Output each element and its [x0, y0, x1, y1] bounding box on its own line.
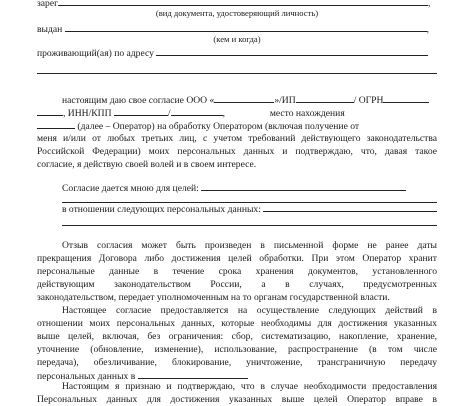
address-field[interactable]	[156, 46, 428, 56]
inn-field[interactable]	[114, 106, 168, 116]
p2-line-6-field[interactable]	[138, 369, 248, 379]
data-continuation-line[interactable]	[62, 225, 437, 226]
purposes-row	[62, 181, 437, 195]
location-field[interactable]	[37, 119, 75, 129]
p2-line-2: отношении моих персональных данных, которые необходимы для достижения указанных	[37, 318, 437, 329]
ogrn-field[interactable]	[383, 93, 429, 103]
data-row	[62, 202, 437, 216]
p1-line-1: Отзыв согласия может быть произведен в письменной форме не ранее даты	[62, 240, 437, 251]
ip-name-field[interactable]	[296, 93, 354, 103]
consent-line-1	[62, 93, 437, 107]
purposes-label: Согласие дается мною для целей:	[62, 183, 199, 194]
row1-prefix: зарег	[37, 0, 59, 9]
identity-document-row: зарег ,	[37, 0, 437, 10]
identity-document-caption: (вид документа, удостоверяющий личность)	[155, 8, 319, 18]
p2-line-1: Настоящее согласие предоставляется на осуществление следующих действий в	[62, 305, 437, 316]
p1-line-2: прекращения Договора либо достижения целей обработки. При этом Оператор хранит	[37, 253, 437, 264]
address-continuation-line[interactable]	[37, 73, 437, 74]
p1-line-3: персональные данные в течение срока хранения документов, установленного	[37, 266, 437, 277]
consent-line-6: согласие, я действую своей волей и в своем интересе.	[37, 159, 257, 170]
p3-line-1: Настоящим я признаю и подтверждаю, что в случае необходимости предоставления	[62, 381, 437, 392]
p2-line-3: выше целей, включая, без ограничения: сбор, систематизацию, накопление, хранение,	[37, 331, 437, 342]
p3-line-2: Персональных данных для достижения указанных выше целей Оператор вправе в	[37, 394, 437, 405]
consent-text: настоящим даю свое согласие ООО «	[62, 95, 215, 106]
issued-by-caption: (кем и когда)	[213, 34, 261, 44]
purposes-field[interactable]	[201, 181, 406, 191]
consent-text: /	[167, 108, 171, 119]
consent-line-4: меня и/или от любых третьих лиц, с учетом требований действующего законодательства	[37, 133, 437, 144]
data-field[interactable]	[263, 202, 437, 212]
company-name-field[interactable]	[214, 93, 274, 103]
consent-line-3	[37, 119, 437, 133]
p1-line-5: законодательством, передает уполномоченным на то органам государственной власти.	[37, 292, 390, 303]
issued-by-label: выдан	[37, 24, 63, 35]
consent-text: (далее – Оператор) на обработку Оператором (включая получение от	[77, 121, 360, 132]
consent-line-5: Российской Федерации) моих персональных данных и подтверждаю, что, давая такое	[37, 146, 437, 157]
consent-line-2: , ИНН/КПП / , место нахождения	[37, 106, 437, 120]
p2-line-5: передача), обезличивание, блокирование, уничтожение, трансграничную передачу	[37, 357, 437, 368]
consent-text: »/ИП	[274, 95, 296, 106]
consent-text: место нахождения	[269, 108, 345, 119]
address-label: проживающий(ая) по адресу	[37, 48, 154, 59]
p2-line-4: уточнение (обновление, изменение), использование, распространение (в том числе	[37, 344, 437, 355]
identity-document-field[interactable]	[58, 0, 428, 6]
address-row	[37, 46, 437, 60]
consent-text: ,	[222, 108, 225, 119]
issued-by-field[interactable]	[65, 22, 427, 32]
data-label: в отношении следующих персональных данных:	[62, 204, 261, 215]
issued-by-row: выдан ,	[37, 24, 430, 35]
p2-line-6-text: персональных данных в	[37, 371, 136, 382]
consent-text: ИНН/КПП	[67, 108, 112, 119]
p1-line-4: действующим законодательством России, а в случаях, предусмотренных	[37, 279, 437, 290]
consent-text: / ОГРН	[353, 95, 384, 106]
ogrn-field-cont[interactable]	[37, 106, 63, 116]
kpp-field[interactable]	[171, 106, 223, 116]
